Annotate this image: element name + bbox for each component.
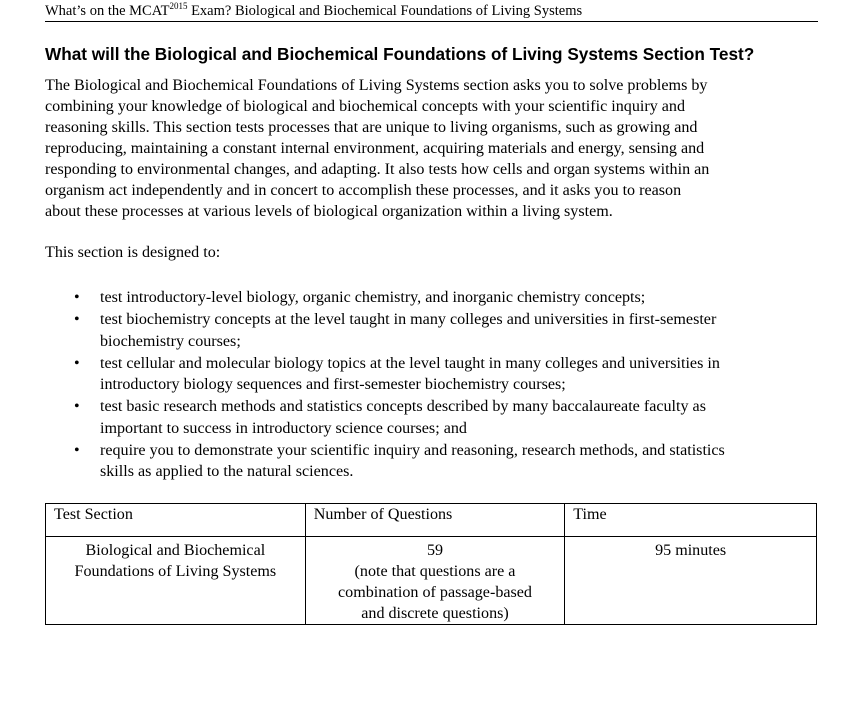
intro-paragraph (45, 75, 820, 222)
cell-line: (note that questions are a (354, 563, 516, 580)
list-item (45, 440, 820, 483)
list-item-line: test introductory-level biology, organic chemistry, and inorganic chemistry concepts; (100, 289, 646, 306)
intro-line: combining your knowledge of biological and biochemical concepts with your scientific inquiry and (45, 98, 686, 115)
table-header-row (46, 504, 817, 537)
list-lead-in: This section is designed to: (45, 244, 221, 261)
header-time: Time (565, 504, 817, 537)
header-title-suffix: Exam? Biological and Biochemical Foundations of Living Systems (187, 3, 583, 19)
bullet-icon: • (74, 398, 80, 415)
cell-line: Biological and Biochemical (85, 542, 266, 559)
intro-line: responding to environmental changes, and adapting. It also tests how cells and organ systems within an (45, 161, 710, 178)
intro-line: The Biological and Biochemical Foundations of Living Systems section asks you to solve problems by (45, 77, 708, 94)
intro-line: organism act independently and in concert to accomplish these processes, and it asks you to reason (45, 182, 682, 199)
running-header (45, 3, 818, 22)
list-item-line: test biochemistry concepts at the level taught in many colleges and universities in first-semester (100, 311, 717, 328)
header-superscript: 2015 (169, 1, 188, 11)
cell-number-of-questions (305, 537, 565, 625)
bullet-icon: • (74, 311, 80, 328)
table-row (46, 537, 817, 625)
list-item-line: important to success in introductory science courses; and (100, 419, 467, 437)
cell-line: Foundations of Living Systems (74, 563, 277, 580)
cell-line: and discrete questions) (361, 605, 509, 622)
bullet-icon: • (74, 289, 80, 306)
objectives-list (45, 287, 820, 483)
section-info-table (45, 503, 817, 625)
cell-line: combination of passage-based (338, 584, 532, 601)
list-item (45, 287, 820, 309)
list-item-line: biochemistry courses; (100, 332, 241, 350)
section-heading: What will the Biological and Biochemical Foundations of Living Systems Section Test? (45, 44, 755, 64)
list-item (45, 309, 820, 352)
intro-line: reasoning skills. This section tests processes that are unique to living organisms, such as growing and (45, 119, 698, 136)
bullet-icon: • (74, 441, 80, 459)
list-item-line: skills as applied to the natural sciences. (100, 463, 354, 480)
list-item (45, 353, 820, 396)
header-number-of-questions: Number of Questions (305, 504, 565, 537)
cell-test-section (46, 537, 306, 625)
list-item (45, 396, 820, 439)
header-test-section: Test Section (46, 504, 306, 537)
list-item-line: introductory biology sequences and first-semester biochemistry courses; (100, 376, 566, 393)
list-item-line: require you to demonstrate your scientific inquiry and reasoning, research methods, and statistics (100, 441, 725, 459)
cell-line: 59 (426, 542, 444, 559)
bullet-icon: • (74, 354, 80, 372)
list-item-line: test cellular and molecular biology topics at the level taught in many colleges and universities in (100, 354, 720, 372)
list-item-line: test basic research methods and statistics concepts described by many baccalaureate faculty as (100, 398, 706, 415)
header-title-prefix: What’s on the MCAT (45, 3, 170, 19)
cell-time: 95 minutes (565, 537, 817, 625)
intro-line: about these processes at various levels of biological organization within a living system. (45, 203, 613, 220)
intro-line: reproducing, maintaining a constant internal environment, acquiring materials and energy, sensing and (45, 140, 705, 157)
